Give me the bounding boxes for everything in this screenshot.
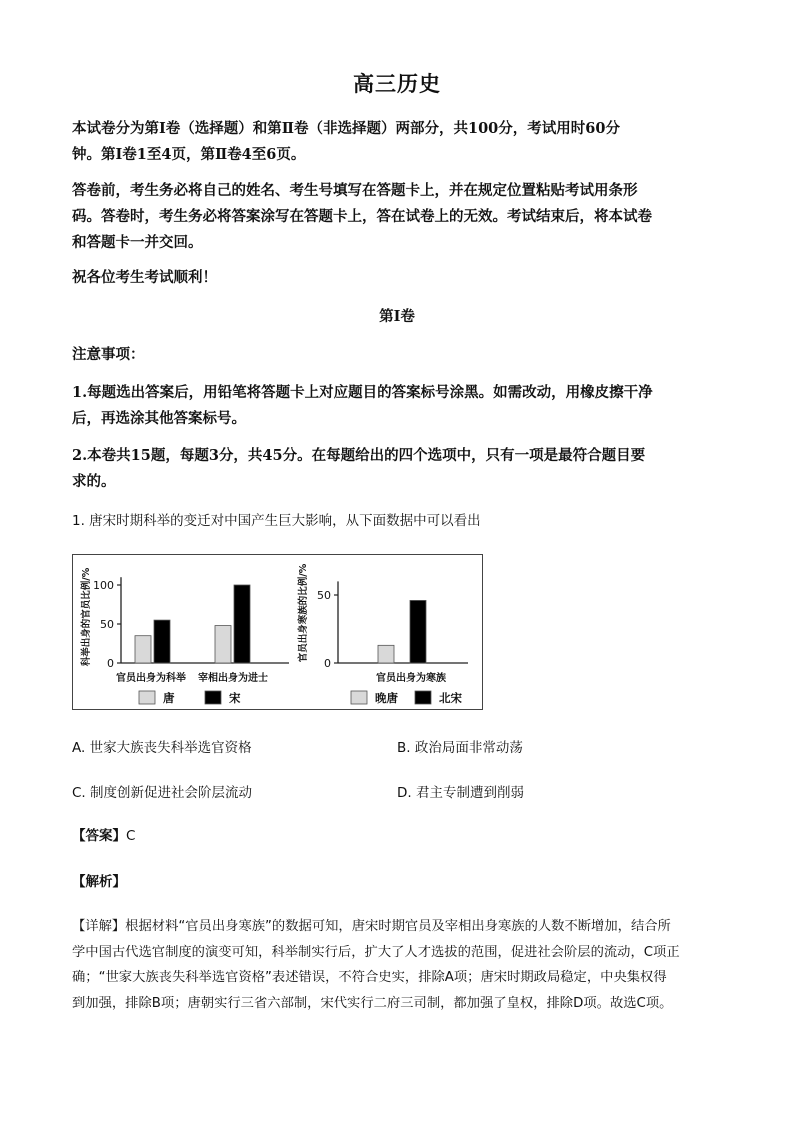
- note-line: 求的。: [72, 473, 116, 490]
- bar-charts: [73, 555, 481, 708]
- legend-swatch: [351, 691, 367, 704]
- bar-宋-0: [154, 620, 170, 663]
- analysis-label: 【解析】: [72, 874, 126, 890]
- y-tick-label: 100: [93, 579, 114, 592]
- detail-line: 确；“世家大族丧失科举选官资格”表述错误，不符合史实，排除A项；唐宋时期政局稳定，中央集权得: [72, 970, 667, 985]
- legend-label: 唐: [163, 691, 175, 705]
- y-tick-label: 0: [324, 657, 331, 670]
- note-line: 1.每题选出答案后，用铅笔将答题卡上对应题目的答案标号涂黑。如需改动，用橡皮擦干净: [72, 384, 653, 401]
- section-title: 第Ⅰ卷: [379, 308, 415, 325]
- bar-北宋-0: [410, 600, 426, 663]
- note-2: [72, 443, 722, 495]
- bar-唐-1: [215, 626, 231, 663]
- intro-line: 答卷前，考生务必将自己的姓名、考生号填写在答题卡上，并在规定位置粘贴考试用条形: [72, 182, 638, 199]
- y-tick-label: 50: [100, 618, 114, 631]
- y-tick-label: 0: [107, 657, 114, 670]
- bar-唐-0: [135, 636, 151, 663]
- detail-line: 学中国古代选官制度的演变可知，科举制实行后，扩大了人才选拔的范围，促进社会阶层的流动，C项正: [72, 944, 680, 960]
- bar-晚唐-0: [378, 645, 394, 663]
- question-figure: [72, 554, 483, 710]
- intro-line: 码。答卷时，考生务必将答案涂写在答题卡上，答在试卷上的无效。考试结束后，将本试卷: [72, 208, 652, 225]
- note-1: [72, 380, 722, 432]
- y-axis-label: 科举出身的官员比例/%: [81, 567, 92, 667]
- intro-line: 和答题卡一并交回。: [72, 234, 203, 251]
- option-d[interactable]: D. 君主专制遭到削弱: [397, 785, 524, 801]
- detail-line: 到加强，排除B项；唐朝实行三省六部制，宋代实行二府三司制，都加强了皇权，排除D项。故选C项。: [72, 995, 673, 1011]
- legend-label: 宋: [229, 691, 241, 705]
- bar-宋-1: [234, 585, 250, 663]
- detail-line: 【详解】根据材料“官员出身寒族”的数据可知，唐宋时期官员及宰相出身寒族的人数不断增加，结合所: [72, 919, 671, 934]
- analysis-detail: [72, 914, 722, 1016]
- legend-swatch: [415, 691, 431, 704]
- category-label: 官员出身为寒族: [376, 673, 446, 684]
- y-tick-label: 50: [317, 589, 331, 602]
- legend-swatch: [139, 691, 155, 704]
- answer-value: C: [126, 828, 136, 844]
- y-axis-label: 官员出身寒族的比例/%: [298, 563, 309, 663]
- answer-row: [72, 824, 135, 844]
- question-stem: 1. 唐宋时期科举的变迁对中国产生巨大影响，从下面数据中可以看出: [72, 513, 481, 529]
- option-b[interactable]: B. 政治局面非常动荡: [397, 740, 523, 756]
- intro-paragraph-2: [72, 178, 722, 256]
- answer-label: 【答案】: [72, 828, 126, 844]
- intro-line: 本试卷分为第Ⅰ卷（选择题）和第Ⅱ卷（非选择题）两部分，共100分，考试用时60分: [72, 120, 620, 137]
- legend-label: 晚唐: [375, 691, 398, 705]
- note-line: 2.本卷共15题，每题3分，共45分。在每题给出的四个选项中，只有一项是最符合题目要: [72, 447, 646, 464]
- legend-swatch: [205, 691, 221, 704]
- intro-line: 钟。第Ⅰ卷1至4页，第Ⅱ卷4至6页。: [72, 146, 306, 163]
- note-line: 后，再选涂其他答案标号。: [72, 410, 246, 427]
- notes-heading: 注意事项：: [72, 346, 145, 363]
- legend-label: 北宋: [439, 691, 462, 705]
- category-label: 官员出身为科举: [116, 673, 186, 684]
- intro-paragraph-1: [72, 116, 722, 168]
- category-label: 宰相出身为进士: [198, 673, 268, 684]
- option-a[interactable]: A. 世家大族丧失科举选官资格: [72, 740, 252, 756]
- good-luck-text: 祝各位考生考试顺利！: [72, 269, 217, 286]
- page-title: 高三历史: [353, 71, 441, 96]
- option-c[interactable]: C. 制度创新促进社会阶层流动: [72, 785, 253, 801]
